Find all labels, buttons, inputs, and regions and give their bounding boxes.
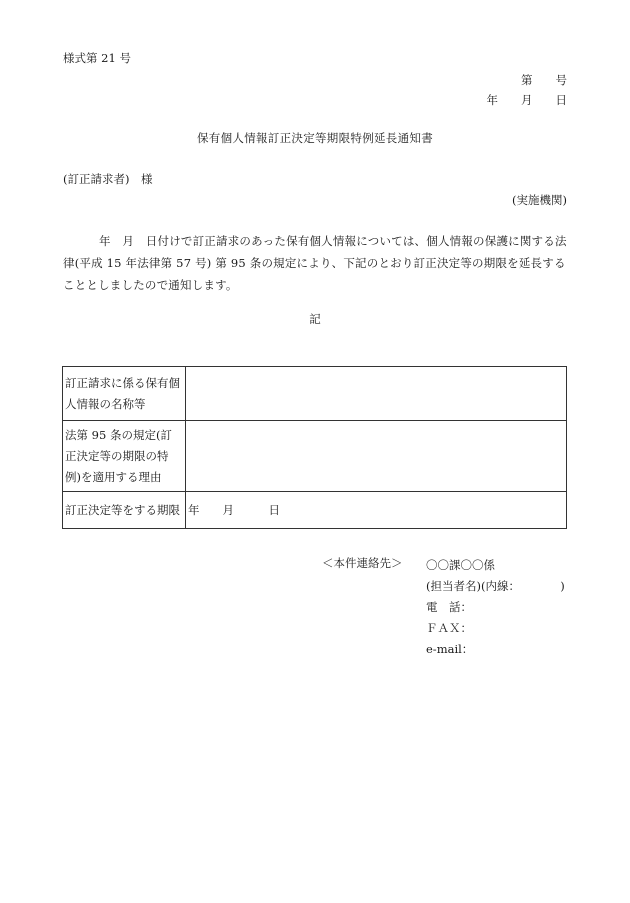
- row-label: 訂正請求に係る保有個人情報の名称等: [63, 367, 186, 421]
- addressee: (訂正請求者) 様: [63, 172, 153, 186]
- document-date: 年 月 日: [486, 93, 567, 107]
- form-number: 様式第 21 号: [63, 51, 131, 65]
- contact-details: [426, 555, 565, 660]
- table-row: [63, 421, 567, 492]
- contact-phone: 電 話：: [426, 600, 472, 614]
- row-value: [186, 421, 567, 492]
- row-label: 法第 95 条の規定(訂正決定等の期限の特例)を適用する理由: [63, 421, 186, 492]
- contact-heading: ＜本件連絡先＞: [322, 556, 403, 570]
- body-paragraph: 年 月 日付けで訂正請求のあった保有個人情報については、個人情報の保護に関する法律(平成 15 年法律第 57 号) 第 95 条の規定により、下記のとおり訂正決定等の期限を延長することとしましたので通知します。: [63, 234, 567, 292]
- contact-email: e-mail：: [426, 642, 474, 656]
- row-value: [186, 367, 567, 421]
- row-value: 年 月 日: [186, 492, 567, 529]
- contact-person: (担当者名)(内線： ): [426, 579, 565, 593]
- contact-fax: ＦＡＸ：: [426, 621, 472, 635]
- implementing-agency: (実施機関): [512, 193, 567, 207]
- contact-section: 〇〇課〇〇係: [426, 558, 495, 572]
- table-row: [63, 492, 567, 529]
- details-table: [62, 366, 567, 529]
- document-title: 保有個人情報訂正決定等期限特例延長通知書: [197, 131, 433, 145]
- ki-heading: 記: [309, 312, 321, 326]
- table-row: [63, 367, 567, 421]
- document-number: 第 号: [521, 73, 567, 87]
- row-label: 訂正決定等をする期限: [63, 492, 186, 529]
